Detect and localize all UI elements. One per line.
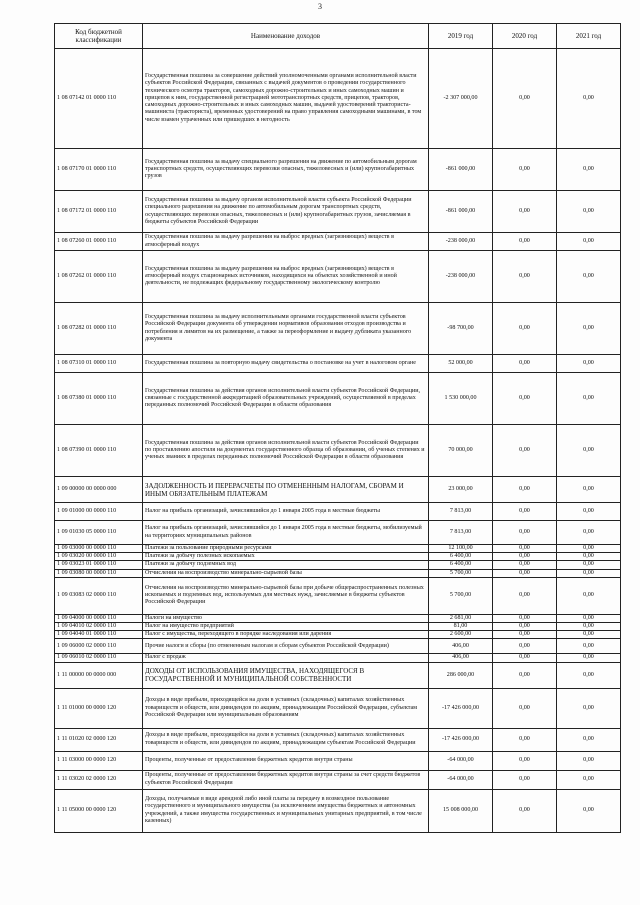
name-cell: Проценты, полученные от предоставления бюджетных кредитов внутри страны <box>143 751 429 770</box>
name-cell: Доходы в виде прибыли, приходящейся на доли в уставных (складочных) капиталах хозяйственных товариществ и обществ, или дивидендов по акциям, принадлежащим Российской Федерации, субъектам Российской Федерации или муниципальным образованиям <box>143 688 429 728</box>
value-2019-cell: -17 426 000,00 <box>429 728 493 751</box>
code-cell: 1 09 04010 02 0000 110 <box>55 623 143 631</box>
table-row <box>55 303 621 355</box>
code-cell: 1 09 04040 01 0000 110 <box>55 631 143 639</box>
table-row <box>55 233 621 251</box>
value-2020-cell: 0,00 <box>493 789 557 832</box>
value-2020-cell: 0,00 <box>493 631 557 639</box>
name-cell: Платежи за добычу подземных вод <box>143 561 429 569</box>
value-2019-cell: 406,00 <box>429 639 493 654</box>
value-2020-cell: 0,00 <box>493 355 557 373</box>
value-2019-cell: 2 600,00 <box>429 631 493 639</box>
value-2021-cell: 0,00 <box>557 751 621 770</box>
value-2020-cell: 0,00 <box>493 569 557 577</box>
value-2021-cell: 0,00 <box>557 728 621 751</box>
column-header-name: Наименование доходов <box>143 24 429 49</box>
value-2021-cell: 0,00 <box>557 521 621 545</box>
table-row <box>55 521 621 545</box>
value-2020-cell: 0,00 <box>493 191 557 233</box>
value-2021-cell: 0,00 <box>557 503 621 521</box>
name-cell: Доходы в виде прибыли, приходящейся на доли в уставных (складочных) капиталах хозяйственных товариществ и обществ, или дивидендов по акциям, принадлежащим субъектам Российской Федерации <box>143 728 429 751</box>
code-cell: 1 11 03000 00 0000 120 <box>55 751 143 770</box>
value-2021-cell: 0,00 <box>557 251 621 303</box>
code-cell: 1 09 03023 01 0000 110 <box>55 561 143 569</box>
value-2019-cell: 7 813,00 <box>429 503 493 521</box>
value-2021-cell: 0,00 <box>557 425 621 477</box>
value-2019-cell: 2 681,00 <box>429 614 493 622</box>
name-cell: Налог с продаж <box>143 654 429 662</box>
code-cell: 1 08 07282 01 0000 110 <box>55 303 143 355</box>
value-2019-cell: 286 000,00 <box>429 662 493 688</box>
name-cell: Налог на имущество предприятий <box>143 623 429 631</box>
table-row <box>55 553 621 561</box>
name-cell: Государственная пошлина за действия органов исполнительной власти субъектов Российской Федерации, связанные с государственной аккредитацией образовательных учреждений, осуществляемой в пределах переданных полномочий Российской Федерации в области образования <box>143 373 429 425</box>
code-cell: 1 08 07310 01 0000 110 <box>55 355 143 373</box>
name-cell: Платежи за добычу полезных ископаемых <box>143 553 429 561</box>
name-cell: Государственная пошлина за выдачу разрешения на выброс вредных (загрязняющих) веществ в атмосферный воздух <box>143 233 429 251</box>
value-2021-cell: 0,00 <box>557 654 621 662</box>
table-row <box>55 503 621 521</box>
column-header-2021: 2021 год <box>557 24 621 49</box>
value-2020-cell: 0,00 <box>493 251 557 303</box>
table-row <box>55 789 621 832</box>
value-2019-cell: -98 700,00 <box>429 303 493 355</box>
value-2021-cell: 0,00 <box>557 569 621 577</box>
value-2019-cell: 6 400,00 <box>429 561 493 569</box>
value-2019-cell: 12 100,00 <box>429 545 493 553</box>
code-cell: 1 08 07380 01 0000 110 <box>55 373 143 425</box>
value-2020-cell: 0,00 <box>493 688 557 728</box>
value-2020-cell: 0,00 <box>493 577 557 614</box>
table-row <box>55 251 621 303</box>
code-cell: 1 11 03020 02 0000 120 <box>55 770 143 789</box>
name-cell: Доходы, получаемые в виде арендной либо иной платы за передачу в возмездное пользование государственного и муниципального имущества (за исключением имущества бюджетных и автономных учреждений, а также имущества государственных и муниципальных унитарных предприятий, в том числе казенных) <box>143 789 429 832</box>
name-cell: Государственная пошлина за выдачу специального разрешения на движение по автомобильным дорогам транспортных средств, осуществляющих перевозки опасных, тяжеловесных и (или) крупногабаритных грузов <box>143 149 429 191</box>
name-cell: Проценты, полученные от предоставления бюджетных кредитов внутри страны за счет средств бюджетов субъектов Российской Федерации <box>143 770 429 789</box>
name-cell: ЗАДОЛЖЕННОСТЬ И ПЕРЕРАСЧЕТЫ ПО ОТМЕНЕННЫМ НАЛОГАМ, СБОРАМ И ИНЫМ ОБЯЗАТЕЛЬНЫМ ПЛАТЕЖАМ <box>143 477 429 503</box>
table-row <box>55 561 621 569</box>
value-2020-cell: 0,00 <box>493 662 557 688</box>
code-cell: 1 08 07390 01 0000 110 <box>55 425 143 477</box>
code-cell: 1 09 00000 00 0000 000 <box>55 477 143 503</box>
table-row <box>55 545 621 553</box>
table-row <box>55 770 621 789</box>
code-cell: 1 11 05000 00 0000 120 <box>55 789 143 832</box>
value-2021-cell: 0,00 <box>557 789 621 832</box>
value-2021-cell: 0,00 <box>557 49 621 149</box>
page-number: 3 <box>318 2 322 11</box>
code-cell: 1 09 04000 00 0000 110 <box>55 614 143 622</box>
value-2020-cell: 0,00 <box>493 728 557 751</box>
table-row <box>55 623 621 631</box>
table-row <box>55 373 621 425</box>
value-2020-cell: 0,00 <box>493 639 557 654</box>
table-row <box>55 639 621 654</box>
value-2021-cell: 0,00 <box>557 623 621 631</box>
value-2019-cell: -17 426 000,00 <box>429 688 493 728</box>
code-cell: 1 08 07260 01 0000 110 <box>55 233 143 251</box>
value-2020-cell: 0,00 <box>493 373 557 425</box>
value-2020-cell: 0,00 <box>493 623 557 631</box>
code-cell: 1 09 06000 02 0000 110 <box>55 639 143 654</box>
table-row <box>55 751 621 770</box>
code-cell: 1 09 03000 00 0000 110 <box>55 545 143 553</box>
value-2019-cell: 5 700,00 <box>429 569 493 577</box>
value-2020-cell: 0,00 <box>493 425 557 477</box>
value-2021-cell: 0,00 <box>557 639 621 654</box>
revenue-table <box>54 23 621 833</box>
column-header-code: Код бюджетной классификации <box>55 24 143 49</box>
code-cell: 1 11 00000 00 0000 000 <box>55 662 143 688</box>
value-2021-cell: 0,00 <box>557 191 621 233</box>
value-2021-cell: 0,00 <box>557 373 621 425</box>
value-2019-cell: 406,00 <box>429 654 493 662</box>
code-cell: 1 09 01030 05 0000 110 <box>55 521 143 545</box>
name-cell: Государственная пошлина за действия органов исполнительной власти субъектов Российской Федерации по проставлению апостиля на документах государственного образца об образовании, об ученых степенях и ученых званиях в пределах переданных полномочий Российской Федерации в области образования <box>143 425 429 477</box>
value-2019-cell: -238 000,00 <box>429 233 493 251</box>
value-2020-cell: 0,00 <box>493 553 557 561</box>
value-2019-cell: 1 530 000,00 <box>429 373 493 425</box>
value-2019-cell: -861 000,00 <box>429 149 493 191</box>
value-2021-cell: 0,00 <box>557 770 621 789</box>
value-2019-cell: 52 000,00 <box>429 355 493 373</box>
table-body <box>55 49 621 833</box>
value-2021-cell: 0,00 <box>557 561 621 569</box>
name-cell: ДОХОДЫ ОТ ИСПОЛЬЗОВАНИЯ ИМУЩЕСТВА, НАХОДЯЩЕГОСЯ В ГОСУДАРСТВЕННОЙ И МУНИЦИПАЛЬНОЙ СОБСТВЕННОСТИ <box>143 662 429 688</box>
table-row <box>55 355 621 373</box>
name-cell: Прочие налоги и сборы (по отмененным налогам и сборам субъектов Российской Федерации) <box>143 639 429 654</box>
value-2019-cell: 7 813,00 <box>429 521 493 545</box>
value-2019-cell: -238 000,00 <box>429 251 493 303</box>
value-2021-cell: 0,00 <box>557 303 621 355</box>
value-2020-cell: 0,00 <box>493 521 557 545</box>
code-cell: 1 08 07172 01 0000 110 <box>55 191 143 233</box>
value-2020-cell: 0,00 <box>493 561 557 569</box>
value-2020-cell: 0,00 <box>493 149 557 191</box>
name-cell: Платежи за пользование природными ресурсами <box>143 545 429 553</box>
value-2021-cell: 0,00 <box>557 631 621 639</box>
code-cell: 1 11 01020 02 0000 120 <box>55 728 143 751</box>
code-cell: 1 09 06010 02 0000 110 <box>55 654 143 662</box>
name-cell: Государственная пошлина за выдачу исполнительными органами государственной власти субъектов Российской Федерации документа об утверждении нормативов образования отходов производства и потребления и лимитов на их размещение, а также за переоформление и выдачу дубликата указанного документа <box>143 303 429 355</box>
code-cell: 1 08 07142 01 0000 110 <box>55 49 143 149</box>
table-row <box>55 49 621 149</box>
name-cell: Отчисления на воспроизводство минерально-сырьевой базы <box>143 569 429 577</box>
name-cell: Отчисления на воспроизводство минерально-сырьевой базы при добыче общераспространенных полезных ископаемых и подземных вод, используемых для местных нужд, зачисляемые в бюджеты субъектов Российской Федерации <box>143 577 429 614</box>
value-2019-cell: 70 000,00 <box>429 425 493 477</box>
value-2019-cell: 5 700,00 <box>429 577 493 614</box>
code-cell: 1 09 03020 00 0000 110 <box>55 553 143 561</box>
table-row <box>55 569 621 577</box>
table-row <box>55 728 621 751</box>
value-2020-cell: 0,00 <box>493 233 557 251</box>
table-row <box>55 577 621 614</box>
value-2020-cell: 0,00 <box>493 545 557 553</box>
value-2021-cell: 0,00 <box>557 553 621 561</box>
value-2021-cell: 0,00 <box>557 577 621 614</box>
value-2021-cell: 0,00 <box>557 662 621 688</box>
code-cell: 1 08 07170 01 0000 110 <box>55 149 143 191</box>
name-cell: Налог на прибыль организаций, зачислявшийся до 1 января 2005 года в местные бюджеты <box>143 503 429 521</box>
table-row <box>55 149 621 191</box>
value-2019-cell: -2 307 000,00 <box>429 49 493 149</box>
name-cell: Налог на прибыль организаций, зачислявшийся до 1 января 2005 года в местные бюджеты, мобилизуемый на территориях муниципальных районов <box>143 521 429 545</box>
code-cell: 1 11 01000 00 0000 120 <box>55 688 143 728</box>
name-cell: Государственная пошлина за повторную выдачу свидетельства о постановке на учет в налоговом органе <box>143 355 429 373</box>
table-row <box>55 425 621 477</box>
table-row <box>55 614 621 622</box>
code-cell: 1 08 07262 01 0000 110 <box>55 251 143 303</box>
value-2020-cell: 0,00 <box>493 770 557 789</box>
code-cell: 1 09 03083 02 0000 110 <box>55 577 143 614</box>
table-row <box>55 191 621 233</box>
value-2020-cell: 0,00 <box>493 477 557 503</box>
value-2020-cell: 0,00 <box>493 49 557 149</box>
name-cell: Налог с имущества, переходящего в порядке наследования или дарения <box>143 631 429 639</box>
table-row <box>55 631 621 639</box>
value-2020-cell: 0,00 <box>493 303 557 355</box>
name-cell: Государственная пошлина за выдачу органом исполнительной власти субъекта Российской Федерации специального разрешения на движение по автомобильным дорогам транспортных средств, осуществляющих перевозки опасных, тяжеловесных и (или) крупногабаритных грузов, зачисляемая в бюджеты субъектов Российской Федерации <box>143 191 429 233</box>
value-2019-cell: 15 008 000,00 <box>429 789 493 832</box>
name-cell: Налоги на имущество <box>143 614 429 622</box>
value-2021-cell: 0,00 <box>557 233 621 251</box>
table-row <box>55 688 621 728</box>
value-2020-cell: 0,00 <box>493 614 557 622</box>
code-cell: 1 09 01000 00 0000 110 <box>55 503 143 521</box>
column-header-2020: 2020 год <box>493 24 557 49</box>
value-2019-cell: -64 000,00 <box>429 770 493 789</box>
table-row <box>55 662 621 688</box>
value-2019-cell: 6 400,00 <box>429 553 493 561</box>
value-2020-cell: 0,00 <box>493 751 557 770</box>
value-2019-cell: 81,00 <box>429 623 493 631</box>
table-row <box>55 654 621 662</box>
name-cell: Государственная пошлина за совершение действий уполномоченными органами исполнительной власти субъектов Российской Федерации, связанных с выдачей документов о проведении государственного технического осмотра тракторов, самоходных дорожно-строительных и иных самоходных машин и прицепов к ним, государственной регистрацией мототранспортных средств, прицепов, тракторов, самоходных дорожно-строительных и иных самоходных машин, выдачей удостоверений тракториста-машиниста (тракториста), временных удостоверений на право управления самоходными машинами, в том числе взамен утраченных или пришедших в негодность <box>143 49 429 149</box>
value-2021-cell: 0,00 <box>557 614 621 622</box>
value-2019-cell: -861 000,00 <box>429 191 493 233</box>
value-2021-cell: 0,00 <box>557 688 621 728</box>
value-2020-cell: 0,00 <box>493 503 557 521</box>
column-header-2019: 2019 год <box>429 24 493 49</box>
value-2021-cell: 0,00 <box>557 477 621 503</box>
value-2019-cell: 23 000,00 <box>429 477 493 503</box>
value-2019-cell: -64 000,00 <box>429 751 493 770</box>
table-header-row <box>55 24 621 49</box>
name-cell: Государственная пошлина за выдачу разрешения на выброс вредных (загрязняющих) веществ в атмосферный воздух стационарных источников, находящихся на объектах хозяйственной и иной деятельности, не подлежащих федеральному государственному экологическому контролю <box>143 251 429 303</box>
value-2020-cell: 0,00 <box>493 654 557 662</box>
code-cell: 1 09 03080 00 0000 110 <box>55 569 143 577</box>
table-row <box>55 477 621 503</box>
value-2021-cell: 0,00 <box>557 355 621 373</box>
value-2021-cell: 0,00 <box>557 149 621 191</box>
value-2021-cell: 0,00 <box>557 545 621 553</box>
